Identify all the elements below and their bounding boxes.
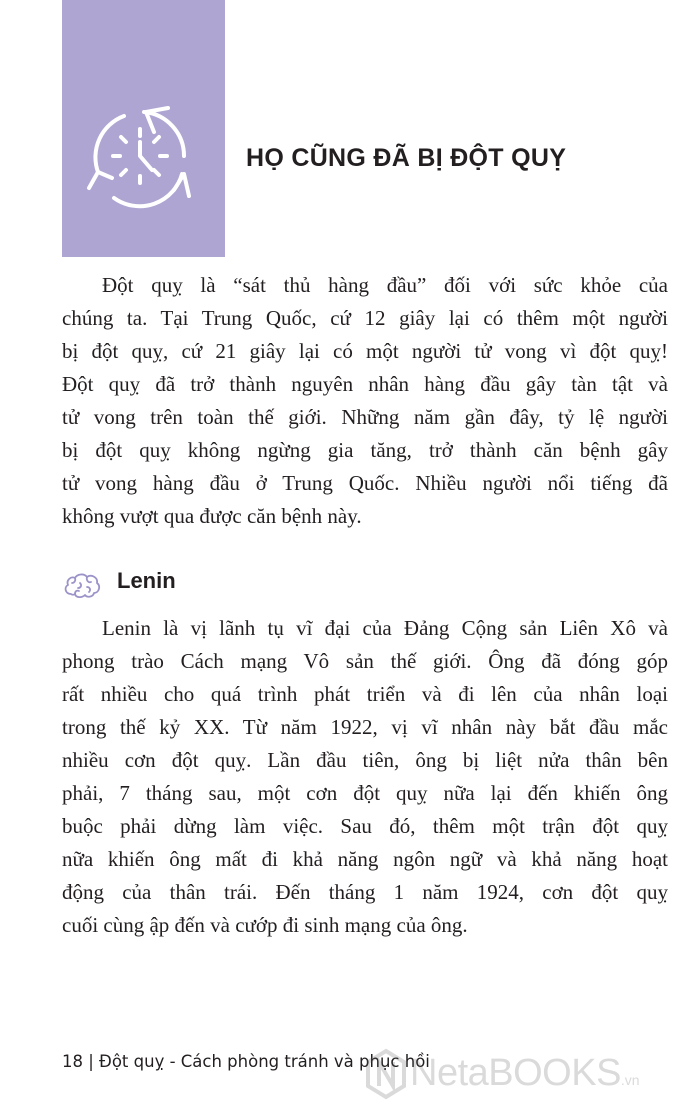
- section-heading: Lenin: [117, 568, 176, 593]
- lenin-paragraph: [62, 612, 668, 942]
- intro-line: không vượt qua được căn bệnh này.: [62, 504, 362, 528]
- body-line: nhiều cơn đột quỵ. Lần đầu tiên, ông bị liệt nửa thân bên: [62, 748, 668, 772]
- chapter-title: HỌ CŨNG ĐÃ BỊ ĐỘT QUỴ: [246, 144, 567, 172]
- intro-line: bị đột quỵ, cứ 21 giây lại có một người tử vong vì đột quỵ!: [62, 339, 668, 363]
- body-line: cuối cùng ập đến và cướp đi sinh mạng của ông.: [62, 913, 468, 937]
- clock-cycle-icon: [84, 98, 196, 216]
- watermark-logo: [364, 1046, 694, 1106]
- watermark-text: NetaBOOKS.vn: [410, 1052, 640, 1094]
- body-line: phải, 7 tháng sau, một cơn đột quỵ nữa lại đến khiến ông: [62, 781, 668, 805]
- body-line: Lenin là vị lãnh tụ vĩ đại của Đảng Cộng sản Liên Xô và: [102, 616, 668, 640]
- body-line: buộc phải dừng làm việc. Sau đó, thêm một trận đột quỵ: [62, 814, 668, 838]
- body-line: rất nhiều cho quá trình phát triển và đi lên của nhân loại: [62, 682, 668, 706]
- intro-line: tử vong trên toàn thế giới. Những năm gần đây, tỷ lệ người: [62, 405, 668, 429]
- intro-line: Đột quỵ là “sát thủ hàng đầu” đối với sức khỏe của: [102, 273, 668, 297]
- intro-line: tử vong hàng đầu ở Trung Quốc. Nhiều người nổi tiếng đã: [62, 471, 668, 495]
- body-line: động của thân trái. Đến tháng 1 năm 1924, cơn đột quỵ: [62, 880, 668, 904]
- page-footer: 18 | Đột quỵ - Cách phòng tránh và phục hồi: [62, 1052, 430, 1071]
- intro-line: chúng ta. Tại Trung Quốc, cứ 12 giây lại có thêm một người: [62, 306, 668, 330]
- intro-paragraph: [62, 269, 668, 533]
- intro-line: bị đột quỵ không ngừng gia tăng, trở thành căn bệnh gây: [62, 438, 668, 462]
- watermark-mark-icon: [364, 1048, 408, 1100]
- body-line: phong trào Cách mạng Vô sản thế giới. Ông đã đóng góp: [62, 649, 668, 673]
- brain-icon: [63, 572, 101, 600]
- intro-line: Đột quỵ đã trở thành nguyên nhân hàng đầu gây tàn tật và: [62, 372, 668, 396]
- body-line: trong thế kỷ XX. Từ năm 1922, vị vĩ nhân này bắt đầu mắc: [62, 715, 668, 739]
- body-line: nữa khiến ông mất đi khả năng ngôn ngữ và khả năng hoạt: [62, 847, 668, 871]
